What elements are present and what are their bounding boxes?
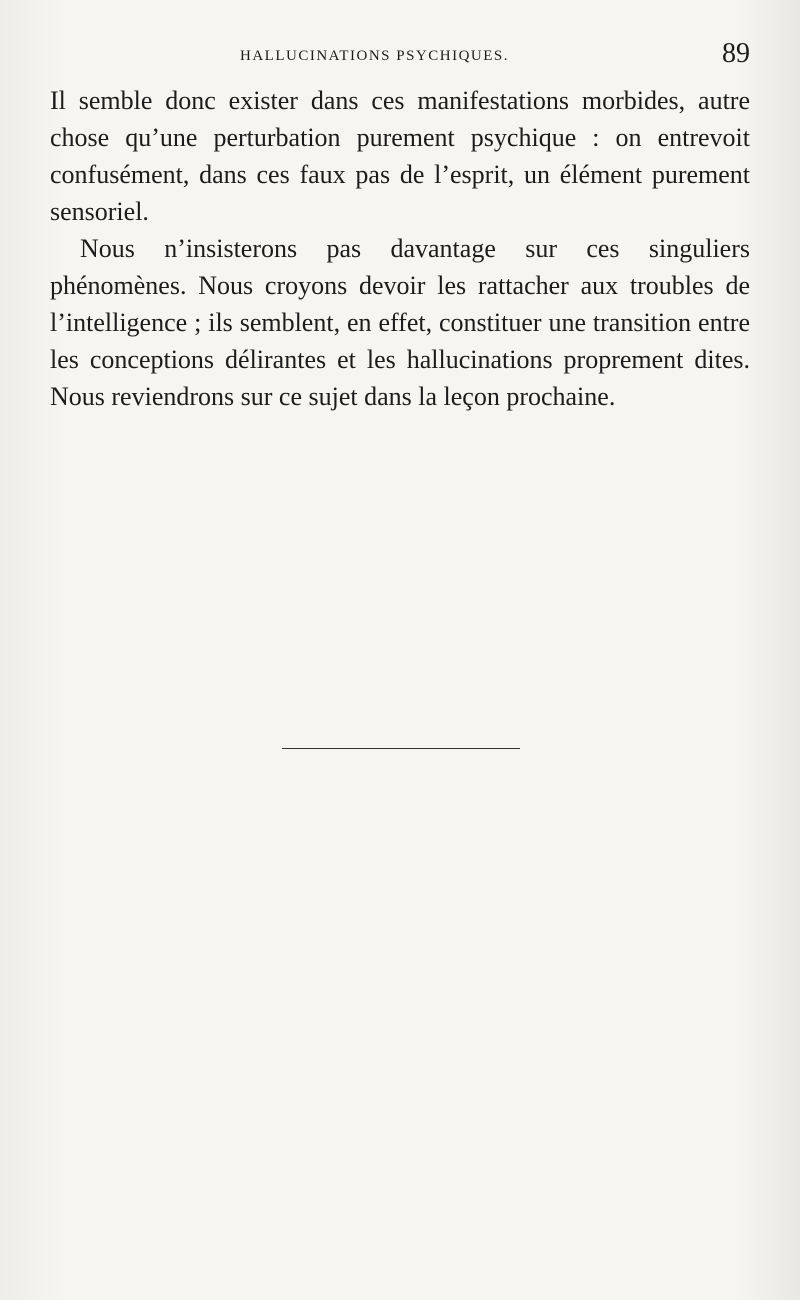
paragraph-2: Nous n’insisterons pas davantage sur ces singuliers phénomènes. Nous croyons devoir les rattacher aux troubles de l’intelligence ; ils semblent, en effet, constituer une transition entre les conceptions délirantes et les hallucinations proprement dites. Nous reviendrons sur ce sujet dans la leçon prochaine. [50,234,750,411]
page-header [50,38,750,78]
running-title: HALLUCINATIONS PSYCHIQUES. [240,48,510,64]
page-number: 89 [722,38,750,69]
section-divider [282,748,520,749]
paragraph-1: Il semble donc exister dans ces manifestations morbides, autre chose qu’une perturbation purement psychique : on entrevoit confusément, dans ces faux pas de l’esprit, un élément purement sensoriel. [50,86,750,226]
body-text [50,82,750,415]
